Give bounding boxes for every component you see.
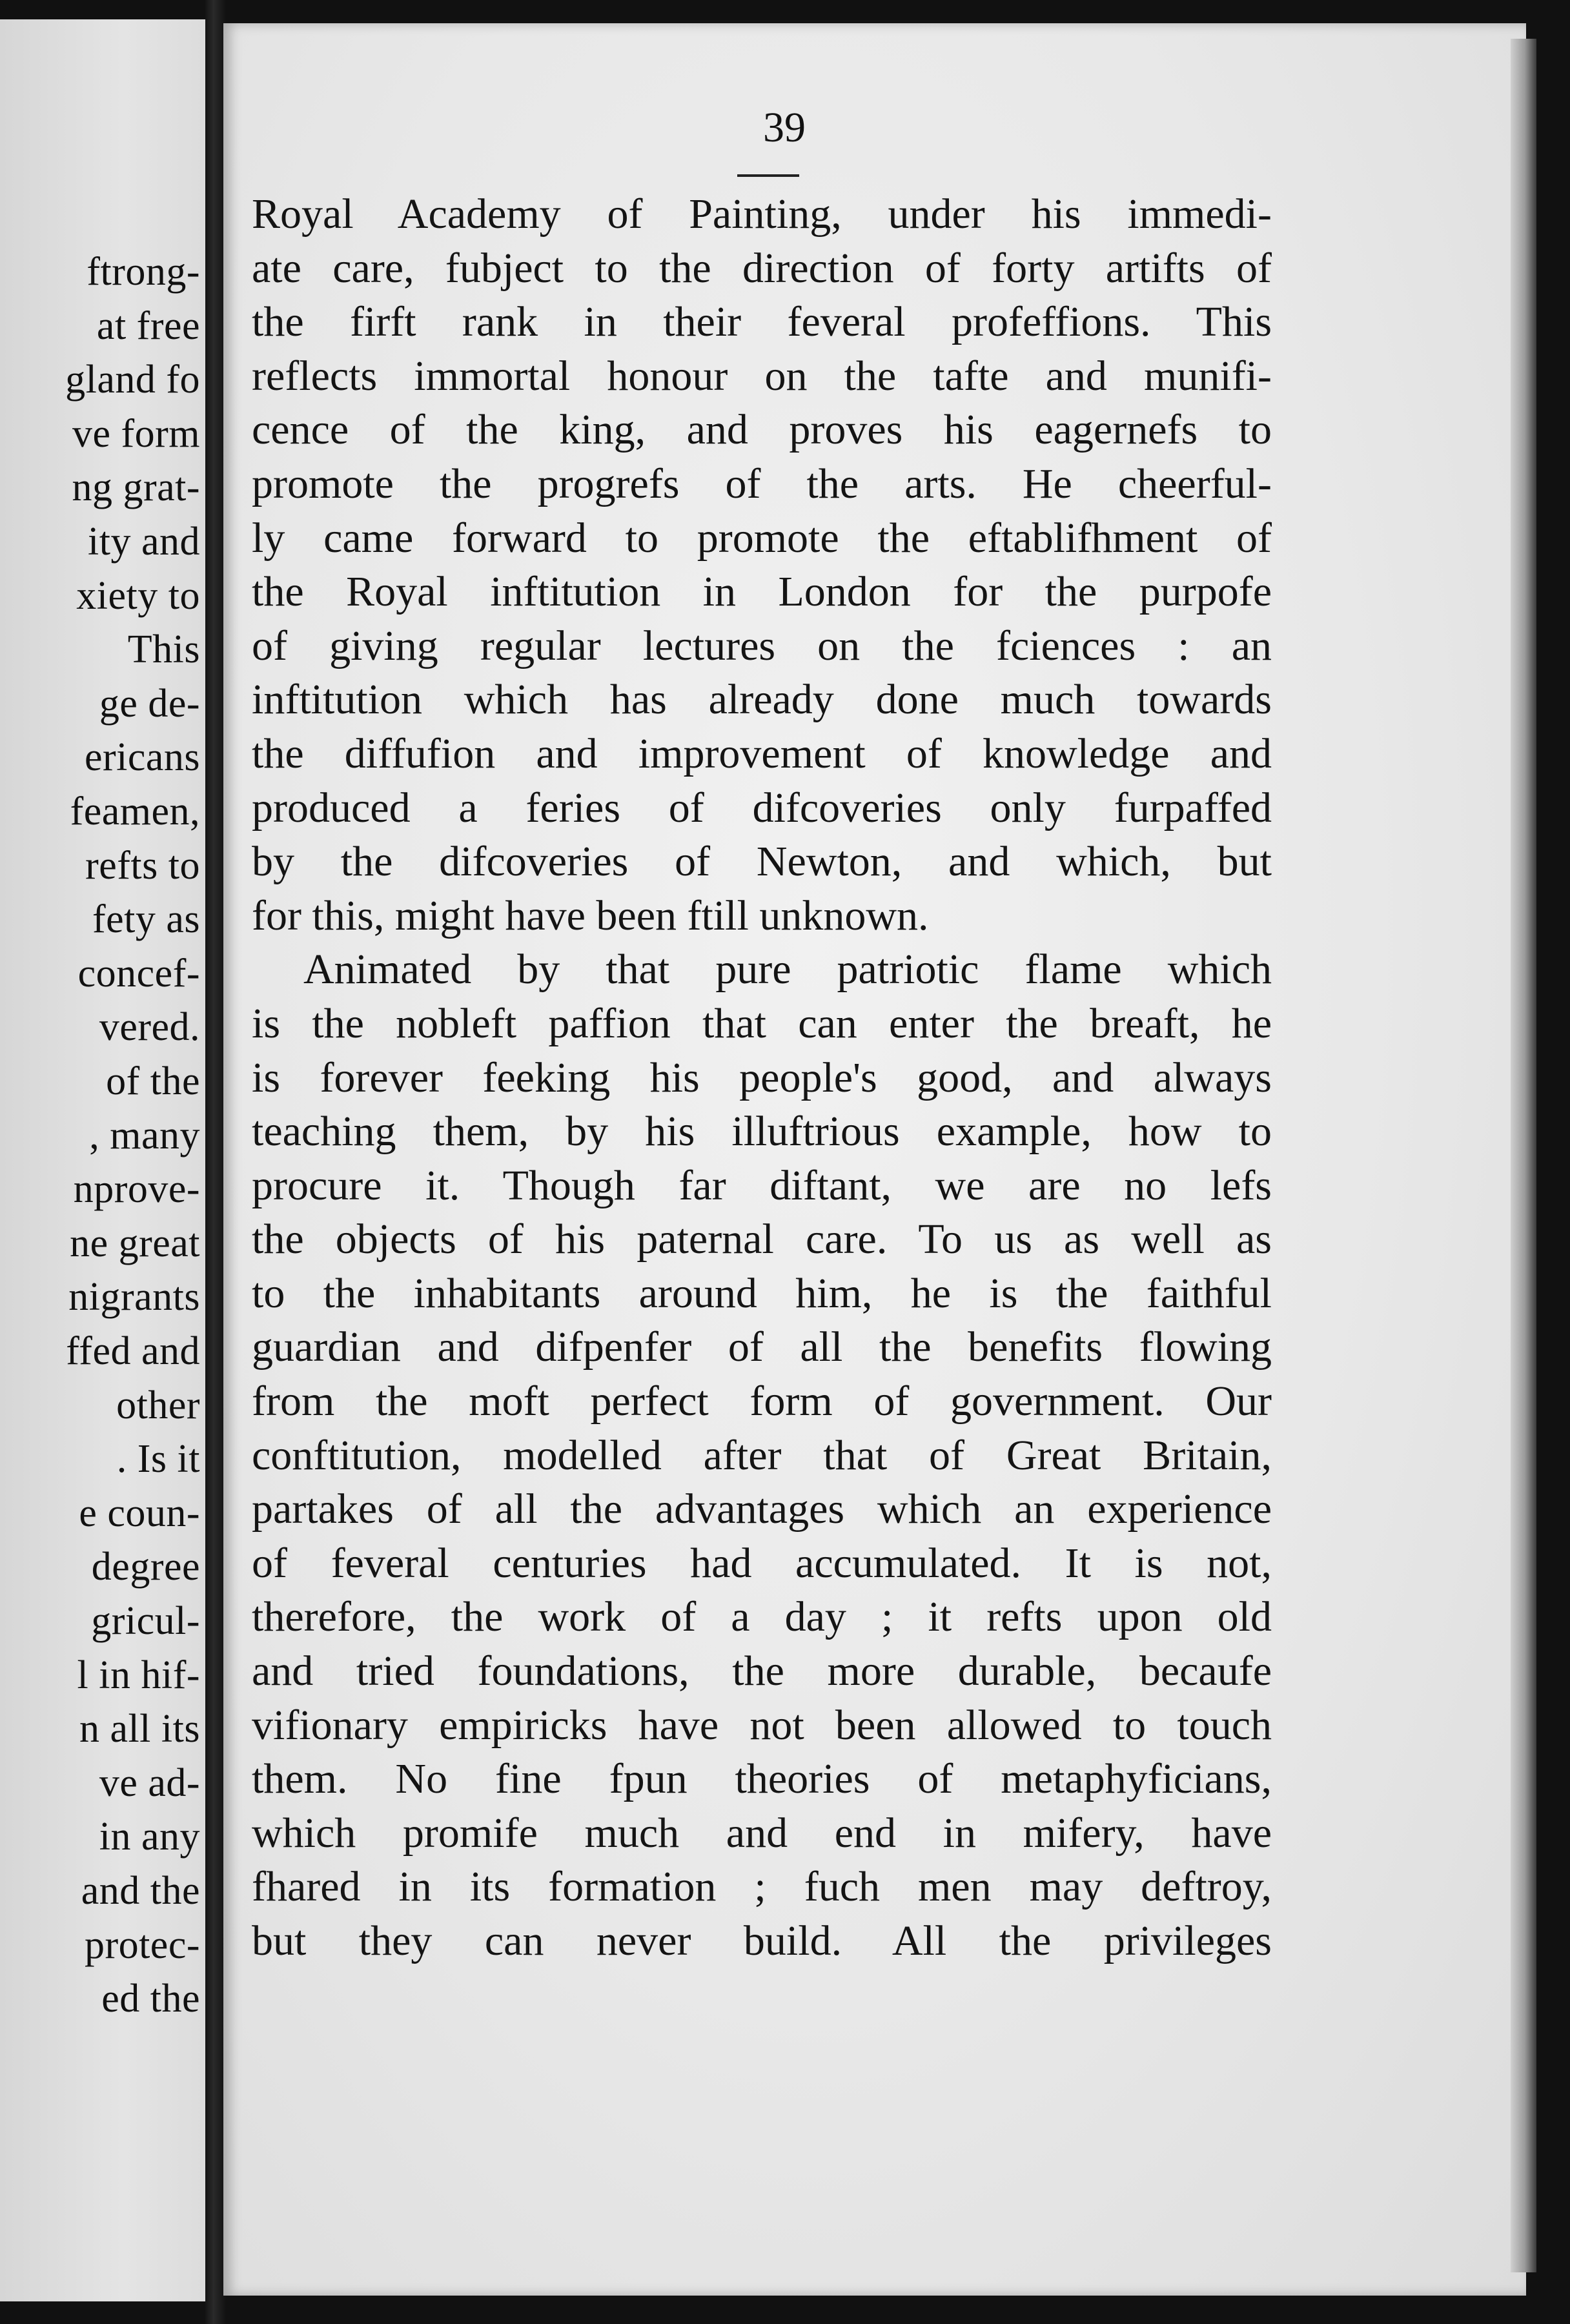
left-page-line: xiety to <box>76 573 200 618</box>
left-page-line: This <box>127 627 200 672</box>
text-line: vifionary empiricks have not been allowed to touch <box>252 1701 1272 1749</box>
page-number-rule <box>737 174 799 177</box>
text-line: produced a feries of difcoveries only furpaffed <box>252 784 1272 831</box>
text-line: the diffufion and improvement of knowledge and <box>252 729 1272 777</box>
text-line: from the moft perfect form of government. Our <box>252 1378 1272 1425</box>
left-page-line: ffed and <box>66 1329 200 1373</box>
left-page-line: feamen, <box>70 790 200 833</box>
left-page-line: fety as <box>92 897 200 942</box>
text-line: the objects of his paternal care. To us as well as <box>252 1216 1272 1263</box>
left-page-line: ve ad- <box>99 1760 200 1805</box>
text-line: the firft rank in their feveral profeffions. This <box>252 298 1272 346</box>
text-line: is the nobleft paffion that can enter the breaft, he <box>252 999 1272 1047</box>
left-page-line: refts to <box>85 843 200 888</box>
text-line: conftitution, modelled after that of Great Britain, <box>252 1431 1272 1479</box>
text-line: to the inhabitants around him, he is the faithful <box>252 1269 1272 1317</box>
text-line: ly came forward to promote the eftablifhment of <box>252 514 1272 562</box>
text-line: teaching them, by his illuftrious example, how to <box>252 1108 1272 1156</box>
text-line: partakes of all the advantages which an experience <box>252 1485 1272 1533</box>
left-page-line: n all its <box>79 1707 200 1751</box>
text-line: of giving regular lectures on the fciences : an <box>252 622 1272 669</box>
left-page-line: of the <box>106 1059 200 1103</box>
left-page-line: vered. <box>99 1005 200 1050</box>
left-page-line: protec- <box>84 1922 200 1967</box>
text-line: Animated by that pure patriotic flame which <box>303 946 1272 994</box>
text-line: of feveral centuries had accumulated. It is not, <box>252 1539 1272 1587</box>
left-page-line: ve form <box>72 411 200 456</box>
left-page-line: ity and <box>88 520 200 564</box>
text-line: for this, might have been ftill unknown. <box>252 892 929 939</box>
left-page-line: nprove- <box>73 1167 200 1212</box>
text-line: inftitution which has already done much towards <box>252 676 1272 724</box>
left-page-line: ng grat- <box>72 465 200 510</box>
text-line: reflects immortal honour on the tafte and munifi- <box>252 352 1272 400</box>
text-line: by the difcoveries of Newton, and which, but <box>252 838 1272 886</box>
text-line: ate care, fubject to the direction of forty artifts of <box>252 244 1272 292</box>
left-page-line: ne great <box>70 1221 200 1265</box>
page-number: 39 <box>763 104 806 151</box>
text-line: Royal Academy of Painting, under his immedi- <box>252 190 1272 238</box>
text-line: is forever feeking his people's good, and always <box>252 1054 1272 1101</box>
text-line: cence of the king, and proves his eagernefs to <box>252 406 1272 454</box>
left-page-line: e coun- <box>79 1491 200 1535</box>
left-page-line: ed the <box>101 1977 200 2021</box>
left-page-line: gland fo <box>65 358 200 402</box>
left-page-line: degree <box>91 1545 200 1589</box>
left-page-line: nigrants <box>68 1275 200 1320</box>
text-line: and tried foundations, the more durable, becaufe <box>252 1647 1272 1695</box>
left-page-line: ericans <box>84 735 200 780</box>
left-page-line: at free <box>96 303 200 348</box>
left-page-line: other <box>116 1383 200 1427</box>
left-page-line: , many <box>89 1113 200 1157</box>
left-page-line: ftrong- <box>87 250 200 294</box>
text-line: the Royal inftitution in London for the purpofe <box>252 568 1272 616</box>
text-line: them. No fine fpun theories of metaphyficians, <box>252 1755 1272 1803</box>
page-body-text <box>252 187 1272 1968</box>
left-page-line: ge de- <box>99 681 200 726</box>
left-page-line: gricul- <box>91 1599 200 1643</box>
text-line: promote the progrefs of the arts. He cheerful- <box>252 460 1272 507</box>
text-line: guardian and difpenfer of all the benefits flowing <box>252 1323 1272 1371</box>
left-page-line: concef- <box>77 951 200 995</box>
left-page-line: . Is it <box>116 1437 200 1482</box>
text-line: fhared in its formation ; fuch men may deftroy, <box>252 1863 1272 1911</box>
left-page-line: in any <box>99 1815 200 1859</box>
left-page-line: and the <box>81 1869 200 1913</box>
page-edge <box>1511 39 1536 2272</box>
text-line: therefore, the work of a day ; it refts upon old <box>252 1593 1272 1641</box>
previous-page-fragment <box>0 19 205 2301</box>
text-line: but they can never build. All the privileges <box>252 1917 1272 1964</box>
text-line: procure it. Though far diftant, we are no lefs <box>252 1161 1272 1209</box>
left-page-line: l in hif- <box>77 1653 200 1697</box>
text-line: which promife much and end in mifery, have <box>252 1809 1272 1857</box>
